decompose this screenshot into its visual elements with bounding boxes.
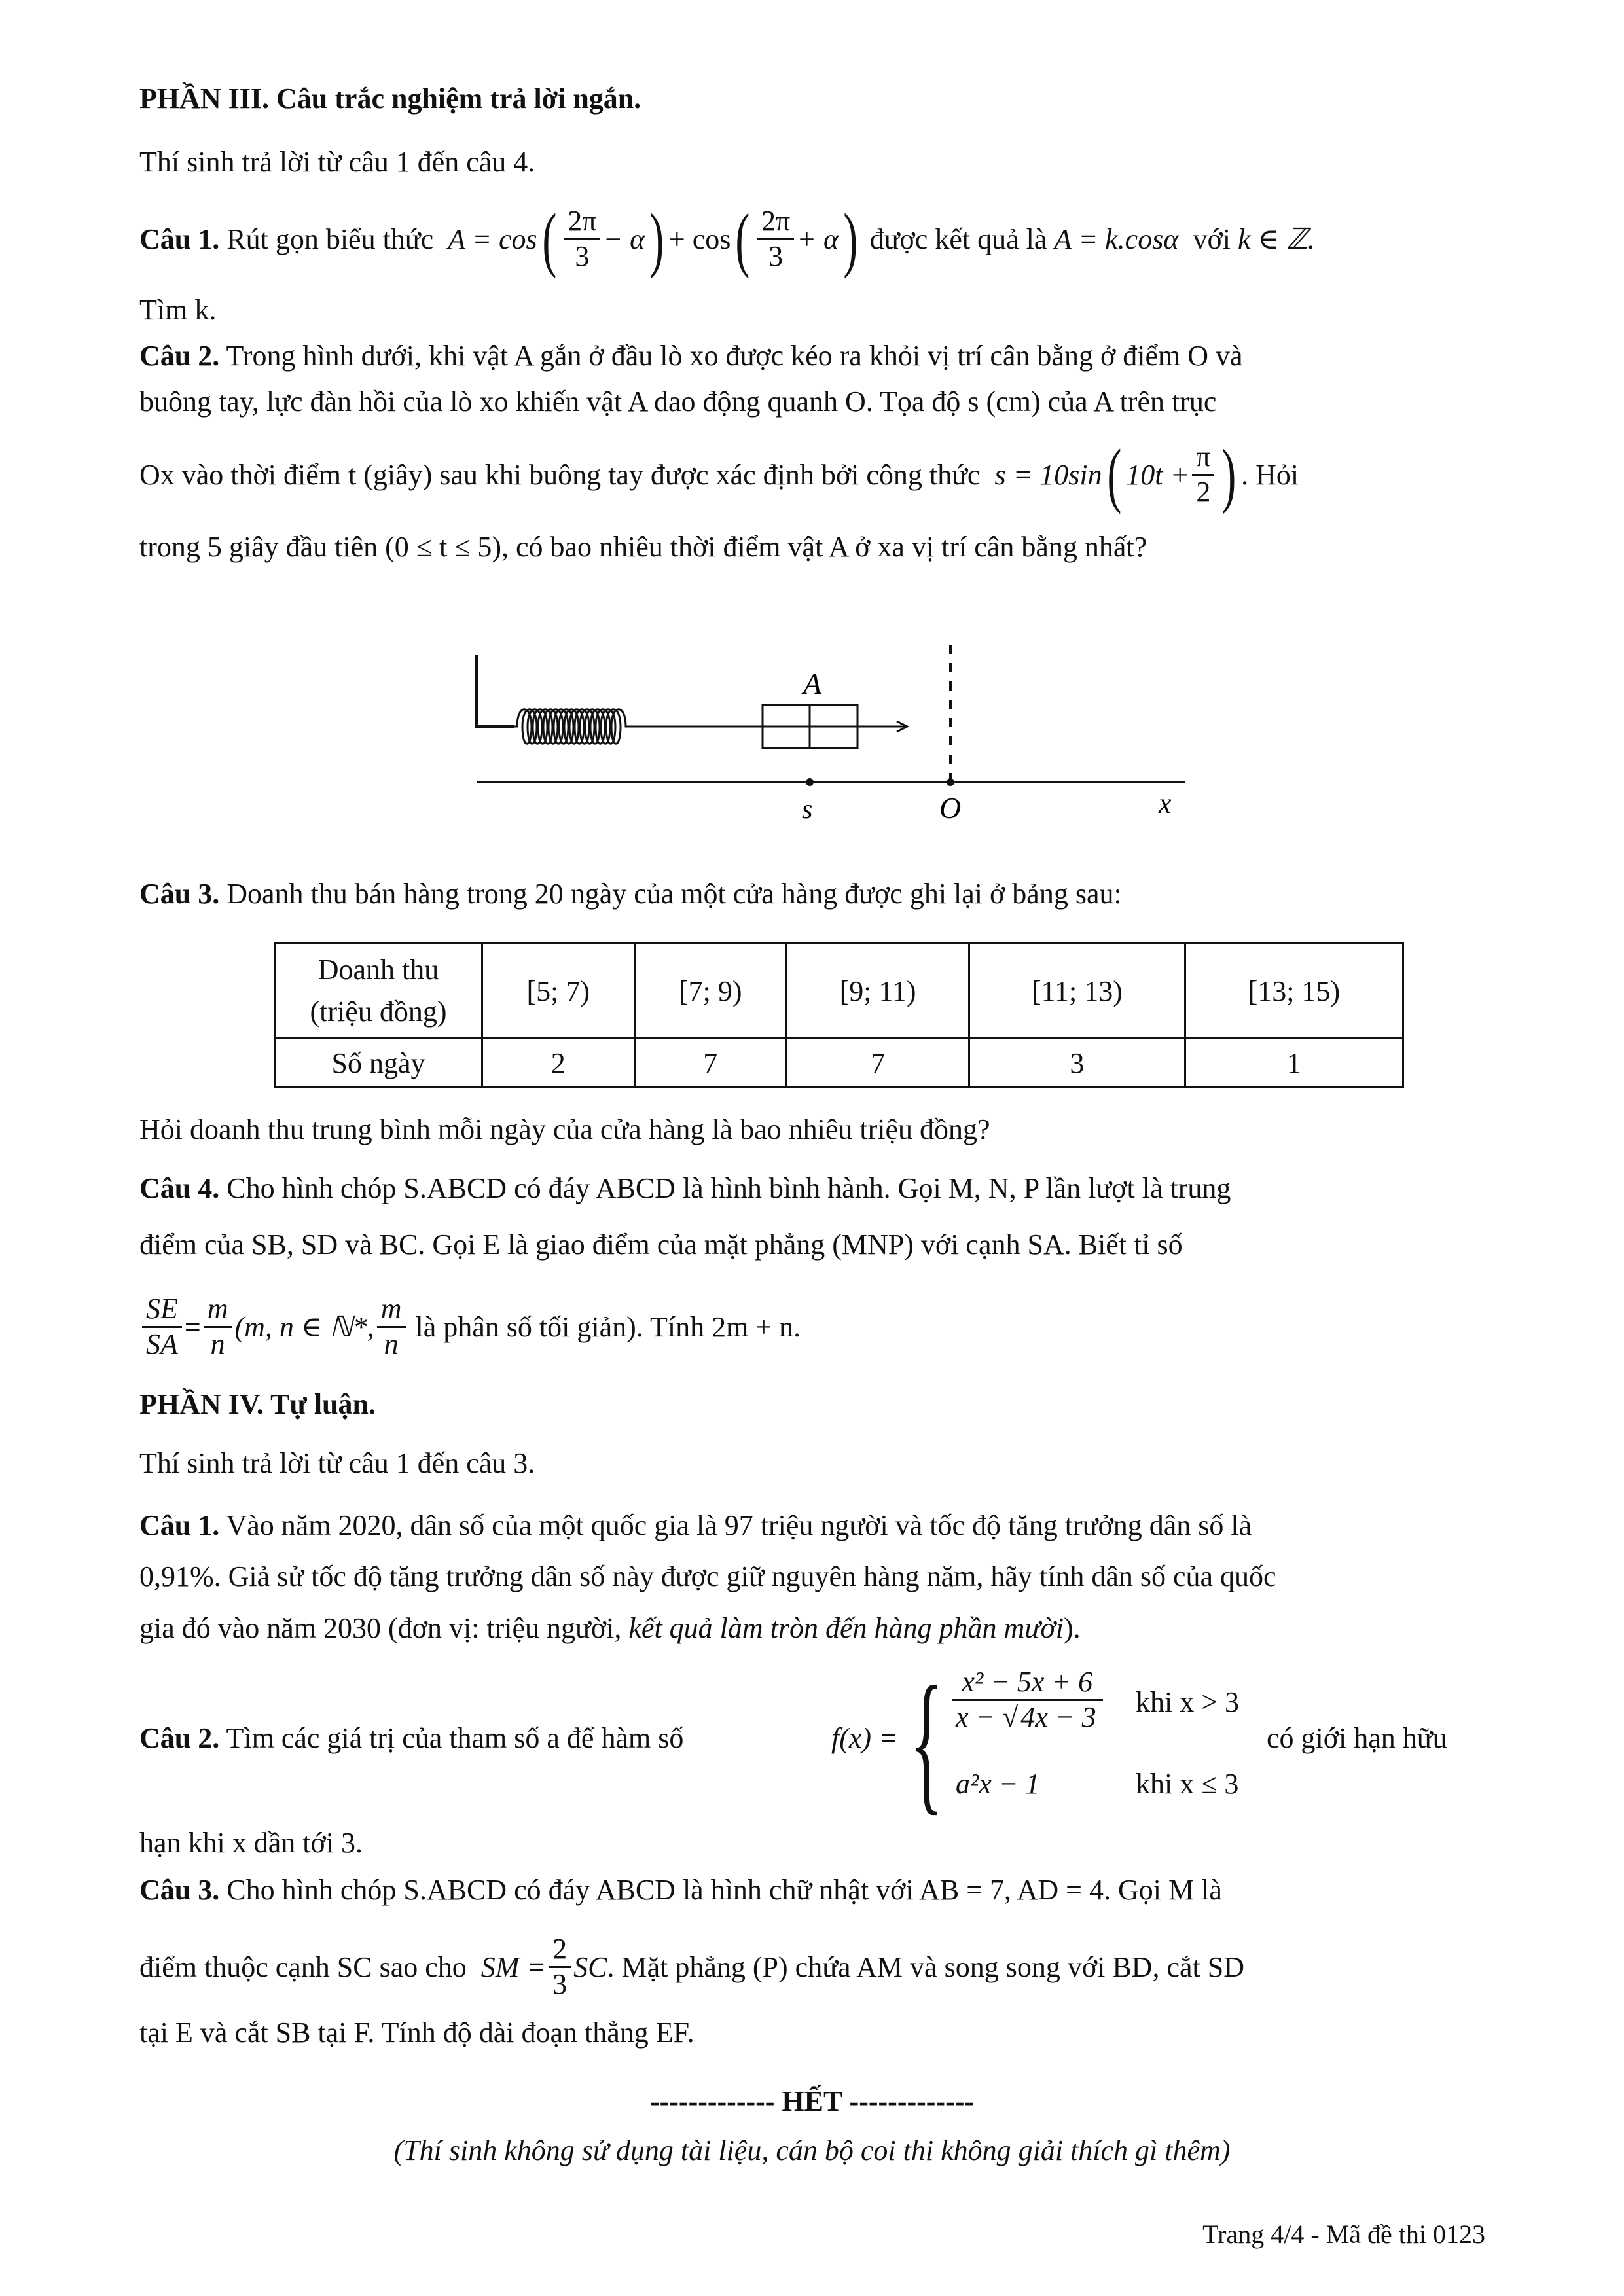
p4-q2-line2: hạn khi x dần tới 3.: [139, 1827, 363, 1859]
part3-title: PHẦN III. Câu trắc nghiệm trả lời ngắn.: [139, 82, 641, 115]
table-row: [275, 944, 1403, 1039]
p4-q1-line3: gia đó vào năm 2030 (đơn vị: triệu người, kết quả làm tròn đến hàng phần mười).: [139, 1612, 1081, 1644]
table-header-revenue: Doanh thu (triệu đồng): [275, 944, 482, 1039]
table-cell: [11; 13): [969, 944, 1185, 1039]
p4-q3-line2: điểm thuộc cạnh SC sao cho SM = $\frac{2}{3}$ SC . Mặt phẳng (P) chứa AM và song song với BD, cắt SD: [139, 1932, 1244, 2000]
table-row: [275, 1039, 1403, 1088]
q3-question: Hỏi doanh thu trung bình mỗi ngày của cửa hàng là bao nhiêu triệu đồng?: [139, 1113, 990, 1145]
table-cell: [7; 9): [634, 944, 787, 1039]
table-cell: 7: [787, 1039, 969, 1088]
label-O: O: [939, 791, 962, 825]
case2-condition: khi x ≤ 3: [1136, 1768, 1239, 1800]
p4-q2-text-b: có giới hạn hữu: [1267, 1722, 1447, 1754]
q1-condition: k ∈ ℤ.: [1237, 223, 1315, 255]
label-x: x: [1159, 787, 1172, 819]
q2-label: Câu 2.: [139, 340, 220, 372]
q1-line2: Tìm k.: [139, 294, 217, 326]
q1-text-a: Rút gọn biểu thức: [226, 223, 434, 255]
q1-fraction-1: $\frac{2\pi}{3}$: [564, 205, 600, 273]
table-header-days: Số ngày: [275, 1039, 482, 1088]
q1-label: Câu 1.: [139, 223, 220, 255]
revenue-table: [274, 942, 1404, 1088]
table-cell: 1: [1185, 1039, 1403, 1088]
p4-q1-line2: 0,91%. Giả sử tốc độ tăng trưởng dân số này được giữ nguyên hàng năm, hãy tính dân số của quốc: [139, 1560, 1276, 1592]
q2-line1: Câu 2. Trong hình dưới, khi vật A gắn ở đầu lò xo được kéo ra khỏi vị trí cân bằng ở điểm O và: [139, 340, 1243, 372]
q1-expr-a: A = cos: [448, 223, 537, 255]
p4-q1-label: Câu 1.: [139, 1509, 220, 1541]
table-cell: 3: [969, 1039, 1185, 1088]
q4-fraction-m-n-2: $\frac{m}{n}$: [377, 1293, 406, 1361]
table-cell: [13; 15): [1185, 944, 1403, 1039]
q1-text-b: được kết quả là: [869, 223, 1047, 255]
table-cell: 2: [482, 1039, 635, 1088]
case1-condition: khi x > 3: [1136, 1686, 1240, 1718]
q2-line3: Ox vào thời điểm t (giây) sau khi buông tay được xác định bởi công thức s = 10sin ( 10t + $\frac{\pi}{2}$ ) . Hỏi: [139, 435, 1299, 514]
q3-label: Câu 3.: [139, 878, 220, 910]
spring-figure: [458, 628, 1198, 825]
label-s: s: [802, 795, 813, 825]
q2-line4: trong 5 giây đầu tiên (0 ≤ t ≤ 5), có bao nhiêu thời điểm vật A ở xa vị trí cân bằng nhất?: [139, 531, 1147, 563]
point-s: [806, 778, 814, 786]
piecewise-brace: {: [910, 1654, 944, 1828]
q4-line2: điểm của SB, SD và BC. Gọi E là giao điểm của mặt phẳng (MNP) với cạnh SA. Biết tỉ số: [139, 1229, 1183, 1261]
table-cell: [9; 11): [787, 944, 969, 1039]
spring-coil: [514, 709, 759, 744]
q4-line3: $\frac{SE}{SA}$ = $\frac{m}{n}$ (m, n ∈ ℕ*, $\frac{m}{n}$ là phân số tối giản). Tính 2m + n.: [139, 1283, 801, 1371]
end-marker: ------------- HẾT -------------: [649, 2085, 975, 2117]
q4-fraction-se-sa: $\frac{SE}{SA}$: [142, 1293, 182, 1361]
q1-line1: Câu 1. Rút gọn biểu thức A = cos ( $\frac{2\pi}{3}$ − α ) + cos ( $\frac{2\pi}{3}$ + α ) được kết quả là A = k.cosα với k ∈ ℤ.: [139, 199, 1315, 279]
part3-instruction: Thí sinh trả lời từ câu 1 đến câu 4.: [139, 146, 535, 178]
case2-expression: a²x − 1: [956, 1768, 1040, 1800]
point-O: [947, 778, 954, 786]
q1-minus-alpha: − α: [603, 223, 645, 255]
q3-line1: Câu 3. Doanh thu bán hàng trong 20 ngày của một cửa hàng được ghi lại ở bảng sau:: [139, 878, 1122, 910]
q1-fraction-2: $\frac{2\pi}{3}$: [757, 205, 794, 273]
p4-q1-line1: Câu 1. Vào năm 2020, dân số của một quốc gia là 97 triệu người và tốc độ tăng trưởng dân số là: [139, 1509, 1252, 1541]
table-cell: 7: [634, 1039, 787, 1088]
p4-q3-line3: tại E và cắt SB tại F. Tính độ dài đoạn thẳng EF.: [139, 2017, 695, 2049]
q4-line1: Câu 4. Cho hình chóp S.ABCD có đáy ABCD là hình bình hành. Gọi M, N, P lần lượt là trung: [139, 1172, 1231, 1204]
page-number: Trang 4/4 - Mã đề thi 0123: [1202, 2219, 1485, 2249]
q1-result: A = k.cosα: [1054, 223, 1179, 255]
p4-q3-line1: Câu 3. Cho hình chóp S.ABCD có đáy ABCD là hình chữ nhật với AB = 7, AD = 4. Gọi M là: [139, 1874, 1222, 1906]
case1-expression: $\frac{\text{x² − 5x + 6}}{x - √4x - 3}$: [949, 1666, 1106, 1734]
label-A: A: [803, 667, 822, 700]
p4-q3-label: Câu 3.: [139, 1874, 220, 1906]
p4-q2-text: Câu 2. Tìm các giá trị của tham số a để hàm số: [139, 1722, 684, 1754]
part4-instruction: Thí sinh trả lời từ câu 1 đến câu 3.: [139, 1447, 535, 1479]
q2-formula: s = 10sin: [994, 458, 1102, 491]
p4-q2-func: f(x) =: [831, 1722, 898, 1754]
part4-title: PHẦN IV. Tự luận.: [139, 1388, 376, 1420]
footer-note: (Thí sinh không sử dụng tài liệu, cán bộ coi thi không giải thích gì thêm): [393, 2134, 1231, 2166]
q4-fraction-m-n: $\frac{m}{n}$: [204, 1293, 232, 1361]
q2-pi-fraction: $\frac{\pi}{2}$: [1192, 440, 1214, 509]
q2-line2: buông tay, lực đàn hồi của lò xo khiến vật A dao động quanh O. Tọa độ s (cm) của A trên trục: [139, 386, 1217, 418]
p4-q3-fraction: $\frac{2}{3}$: [549, 1933, 571, 2001]
p4-q2-label: Câu 2.: [139, 1722, 220, 1754]
table-cell: [5; 7): [482, 944, 635, 1039]
q1-plus-cos: + cos: [668, 223, 731, 255]
q1-text-c: với: [1193, 223, 1231, 255]
q4-label: Câu 4.: [139, 1172, 220, 1204]
spring-wall: [477, 655, 514, 726]
q1-plus-alpha: + α: [797, 223, 839, 255]
